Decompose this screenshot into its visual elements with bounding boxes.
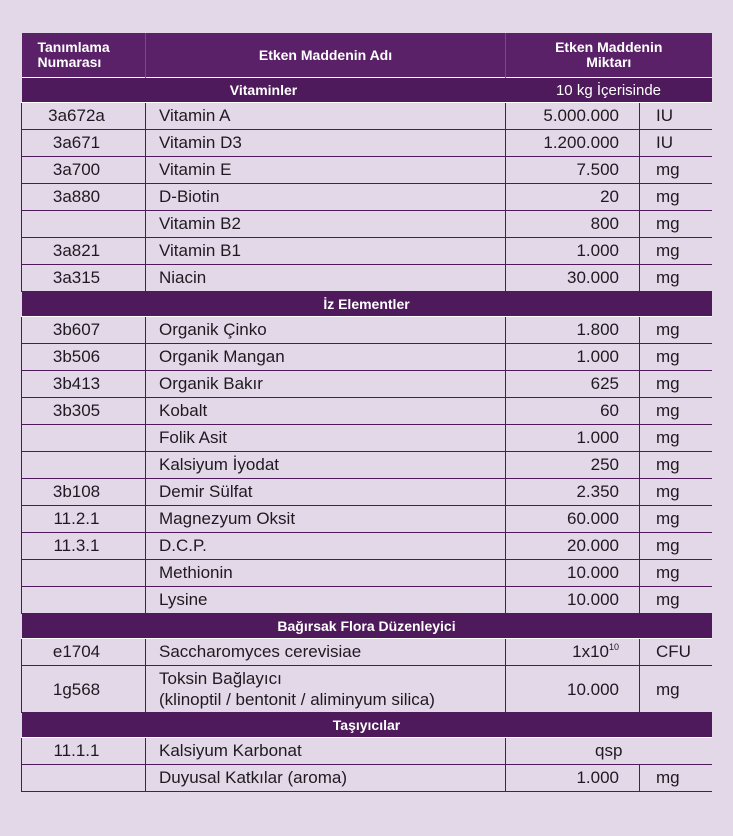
row-name: Vitamin A [146, 103, 506, 130]
table-row [22, 371, 712, 398]
row-name: Saccharomyces cerevisiae [146, 639, 506, 666]
row-name: Kalsiyum Karbonat [146, 738, 506, 765]
section-unit-note: 10 kg İçerisinde [506, 78, 712, 103]
table-row [22, 533, 712, 560]
header-id-line1: Tanımlama [37, 39, 110, 55]
row-id: 3a671 [22, 130, 146, 157]
row-value: 5.000.000 [506, 103, 640, 130]
row-name: D.C.P. [146, 533, 506, 560]
row-id: e1704 [22, 639, 146, 666]
row-unit: IU [640, 103, 712, 130]
section-title: İz Elementler [22, 292, 712, 317]
table-row [22, 666, 712, 713]
section-header-iz-elementler [22, 292, 712, 317]
row-value: 10.000 [506, 587, 640, 614]
row-unit: mg [640, 317, 712, 344]
row-id [22, 452, 146, 479]
row-id: 3a880 [22, 184, 146, 211]
row-id: 3a672a [22, 103, 146, 130]
row-id: 3a315 [22, 265, 146, 292]
row-name: Niacin [146, 265, 506, 292]
table-row [22, 765, 712, 792]
row-name: Vitamin B2 [146, 211, 506, 238]
row-unit: mg [640, 238, 712, 265]
row-unit: mg [640, 157, 712, 184]
row-value: 10.000 [506, 666, 640, 713]
row-value: 1.000 [506, 425, 640, 452]
header-name: Etken Maddenin Adı [146, 33, 506, 78]
section-header-bagirsak-flora [22, 614, 712, 639]
row-name-line1: Toksin Bağlayıcı [159, 669, 282, 688]
row-value: 800 [506, 211, 640, 238]
table-row [22, 344, 712, 371]
row-name: Organik Bakır [146, 371, 506, 398]
row-value: 1.800 [506, 317, 640, 344]
row-unit: mg [640, 184, 712, 211]
row-unit: mg [640, 211, 712, 238]
row-id: 3a821 [22, 238, 146, 265]
row-value-base: 1x10 [572, 642, 609, 661]
row-value-exponent: 10 [608, 642, 619, 652]
header-id [22, 33, 146, 78]
row-name: Demir Sülfat [146, 479, 506, 506]
section-header-tasiyicilar [22, 713, 712, 738]
row-id: 3b506 [22, 344, 146, 371]
row-id [22, 587, 146, 614]
row-name: Lysine [146, 587, 506, 614]
row-name: Methionin [146, 560, 506, 587]
row-id: 1g568 [22, 666, 146, 713]
table-row [22, 265, 712, 292]
row-id [22, 425, 146, 452]
table-row [22, 130, 712, 157]
row-name [146, 666, 506, 713]
row-value: 1.000 [506, 344, 640, 371]
row-value: 10.000 [506, 560, 640, 587]
row-name: Vitamin E [146, 157, 506, 184]
table-row [22, 103, 712, 130]
table-row [22, 211, 712, 238]
row-id [22, 765, 146, 792]
table-row [22, 317, 712, 344]
row-name-line2: (klinoptil / bentonit / aliminyum silica) [159, 690, 435, 709]
row-value: 60 [506, 398, 640, 425]
section-header-vitaminler [22, 78, 712, 103]
row-unit: mg [640, 533, 712, 560]
table-row [22, 157, 712, 184]
table-row [22, 506, 712, 533]
row-id: 3a700 [22, 157, 146, 184]
row-name: D-Biotin [146, 184, 506, 211]
section-title: Vitaminler [22, 78, 506, 103]
row-name: Organik Çinko [146, 317, 506, 344]
ingredients-table [21, 33, 712, 792]
row-unit: mg [640, 398, 712, 425]
row-unit: IU [640, 130, 712, 157]
row-unit: mg [640, 765, 712, 792]
row-name: Kalsiyum İyodat [146, 452, 506, 479]
table-row [22, 639, 712, 666]
table-row [22, 398, 712, 425]
row-id [22, 211, 146, 238]
row-unit: mg [640, 371, 712, 398]
row-value: 625 [506, 371, 640, 398]
row-name: Kobalt [146, 398, 506, 425]
row-value: 60.000 [506, 506, 640, 533]
row-name: Vitamin B1 [146, 238, 506, 265]
row-unit: mg [640, 479, 712, 506]
row-name: Vitamin D3 [146, 130, 506, 157]
table-row [22, 452, 712, 479]
row-id: 3b413 [22, 371, 146, 398]
row-name: Magnezyum Oksit [146, 506, 506, 533]
table-header [22, 33, 712, 78]
header-amount-line2: Miktarı [586, 54, 632, 70]
row-value: 7.500 [506, 157, 640, 184]
row-id: 3b305 [22, 398, 146, 425]
row-id: 11.2.1 [22, 506, 146, 533]
row-unit: mg [640, 506, 712, 533]
row-id: 3b607 [22, 317, 146, 344]
row-unit: mg [640, 666, 712, 713]
row-value: 1.000 [506, 765, 640, 792]
row-id: 11.1.1 [22, 738, 146, 765]
table-row [22, 738, 712, 765]
row-unit: mg [640, 425, 712, 452]
table-row [22, 425, 712, 452]
row-unit: mg [640, 587, 712, 614]
table-row [22, 184, 712, 211]
row-name: Duyusal Katkılar (aroma) [146, 765, 506, 792]
row-value: 1.000 [506, 238, 640, 265]
row-value: qsp [506, 738, 712, 765]
table-row [22, 587, 712, 614]
row-value: 1.200.000 [506, 130, 640, 157]
row-value: 2.350 [506, 479, 640, 506]
table-row [22, 479, 712, 506]
row-id: 11.3.1 [22, 533, 146, 560]
row-id [22, 560, 146, 587]
row-value: 20.000 [506, 533, 640, 560]
row-unit: CFU [640, 639, 712, 666]
section-title: Bağırsak Flora Düzenleyici [22, 614, 712, 639]
row-value: 20 [506, 184, 640, 211]
row-name: Folik Asit [146, 425, 506, 452]
header-amount-line1: Etken Maddenin [555, 39, 663, 55]
row-name: Organik Mangan [146, 344, 506, 371]
header-amount [506, 33, 712, 78]
row-unit: mg [640, 452, 712, 479]
table-row [22, 560, 712, 587]
row-value: 30.000 [506, 265, 640, 292]
table-row [22, 238, 712, 265]
section-title: Taşıyıcılar [22, 713, 712, 738]
row-id: 3b108 [22, 479, 146, 506]
header-id-line2: Numarası [37, 54, 102, 70]
row-unit: mg [640, 344, 712, 371]
row-unit: mg [640, 265, 712, 292]
row-value [506, 639, 640, 666]
row-unit: mg [640, 560, 712, 587]
row-value: 250 [506, 452, 640, 479]
